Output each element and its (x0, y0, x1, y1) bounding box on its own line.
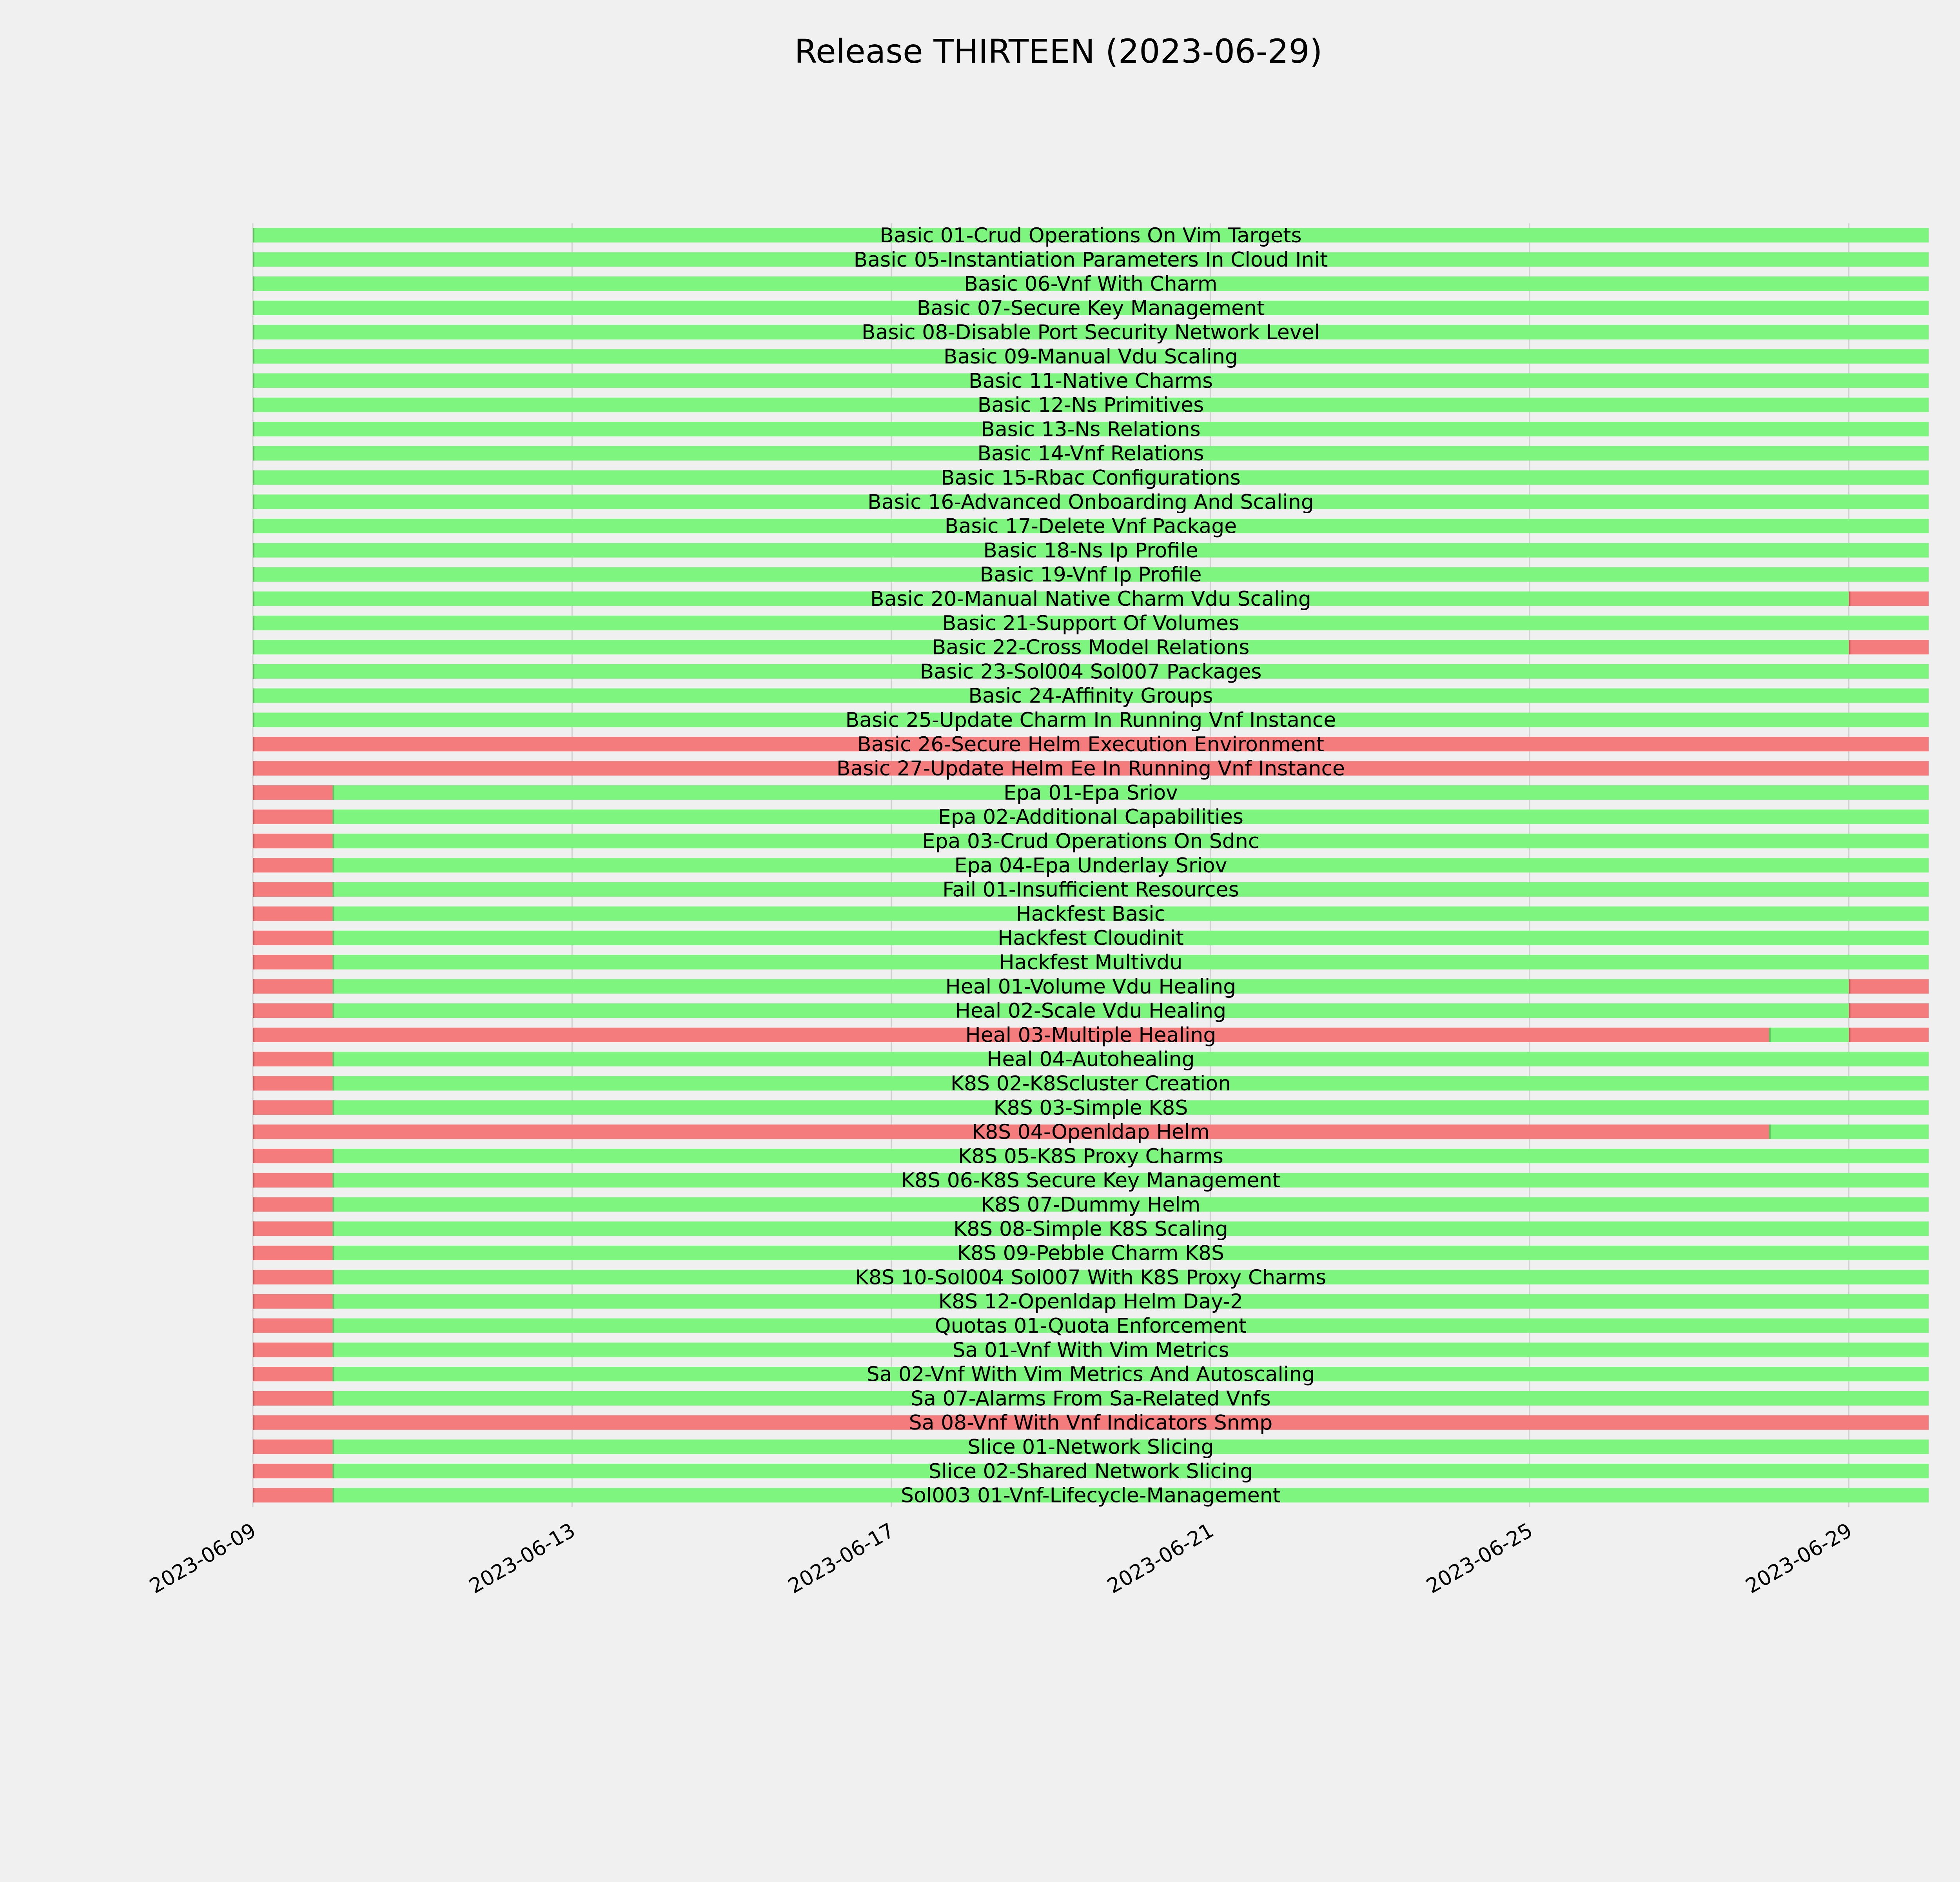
row-label: Hackfest Cloudinit (998, 926, 1184, 950)
bar-segment-edge (333, 955, 334, 970)
row-label: Hackfest Multivdu (999, 951, 1183, 974)
bar-segment-fail (253, 1100, 333, 1115)
bar-segment-edge (253, 688, 254, 703)
row-label: Basic 15-Rbac Configurations (941, 466, 1241, 490)
row-label: Basic 18-Ns Ip Profile (983, 539, 1198, 563)
bar-segment-fail (253, 1149, 333, 1163)
bar-segment-edge (333, 931, 334, 945)
row-label: Epa 02-Additional Capabilities (938, 805, 1243, 829)
row-label: Basic 25-Update Charm In Running Vnf Instance (845, 708, 1336, 732)
row-label: Heal 04-Autohealing (987, 1048, 1195, 1072)
bar-segment-edge (253, 1488, 254, 1502)
row-label: Heal 03-Multiple Healing (965, 1023, 1216, 1047)
row-label: Sol003 01-Vnf-Lifecycle-Management (900, 1484, 1281, 1508)
bar-segment-fail (253, 1464, 333, 1478)
bar-segment-edge (333, 1003, 334, 1018)
row-label: Basic 22-Cross Model Relations (932, 636, 1250, 659)
bar-segment-edge (253, 737, 254, 751)
x-tick-label: 2023-06-09 (145, 1519, 260, 1599)
bar-segment-edge (253, 1415, 254, 1430)
bar-segment-edge (1849, 640, 1850, 654)
bar-segment-edge (333, 1440, 334, 1454)
row-label: K8S 06-K8S Secure Key Management (901, 1169, 1281, 1193)
row-label: Slice 01-Network Slicing (967, 1435, 1214, 1459)
bar-segment-edge (253, 470, 254, 485)
bar-segment-fail (253, 1294, 333, 1309)
bar-segment-pass (1769, 1028, 1849, 1042)
bar-segment-fail (253, 1270, 333, 1284)
bar-segment-edge (253, 422, 254, 436)
row-label: K8S 04-Openldap Helm (971, 1120, 1210, 1144)
bar-segment-fail (253, 882, 333, 897)
bar-segment-edge (253, 228, 254, 243)
x-tick-label: 2023-06-25 (1422, 1519, 1537, 1599)
row-label: Basic 12-Ns Primitives (977, 393, 1204, 417)
bar-segment-edge (253, 1342, 254, 1357)
bar-segment-edge (1849, 592, 1850, 606)
bar-segment-edge (333, 1464, 334, 1478)
bar-segment-edge (253, 834, 254, 848)
bar-segment-edge (1769, 1124, 1771, 1139)
row-label: Basic 07-Secure Key Management (916, 296, 1265, 320)
row-label: K8S 07-Dummy Helm (981, 1193, 1201, 1217)
bar-segment-edge (253, 1124, 254, 1139)
bar-segment-edge (333, 1197, 334, 1212)
bar-segment-fail (253, 1173, 333, 1188)
bar-segment-edge (253, 1440, 254, 1454)
bar-segment-edge (253, 1052, 254, 1066)
row-label: Basic 13-Ns Relations (981, 418, 1201, 441)
bar-segment-fail (1849, 592, 1929, 606)
bar-segment-edge (253, 761, 254, 776)
row-label: Heal 02-Scale Vdu Healing (955, 999, 1227, 1023)
bar-segment-fail (253, 955, 333, 970)
bar-segment-fail (1849, 979, 1929, 994)
bar-segment-fail (253, 979, 333, 994)
bar-segment-edge (333, 1391, 334, 1406)
row-label: Slice 02-Shared Network Slicing (928, 1459, 1253, 1483)
bar-segment-edge (1849, 979, 1850, 994)
bar-segment-fail (253, 1440, 333, 1454)
bar-segment-edge (333, 834, 334, 848)
bar-segment-edge (333, 1367, 334, 1381)
bar-segment-edge (253, 446, 254, 461)
bar-segment-fail (253, 1319, 333, 1333)
bar-segment-fail (253, 906, 333, 921)
row-label: Sa 07-Alarms From Sa-Related Vnfs (911, 1387, 1271, 1411)
bar-segment-edge (333, 882, 334, 897)
bar-segment-edge (253, 616, 254, 630)
row-label: K8S 02-K8Scluster Creation (950, 1072, 1231, 1095)
bar-segment-edge (253, 955, 254, 970)
row-label: Heal 01-Volume Vdu Healing (945, 975, 1236, 999)
row-label: K8S 12-Openldap Helm Day-2 (938, 1290, 1243, 1314)
x-axis-ticks (146, 1519, 1856, 1598)
bar-segment-edge (333, 979, 334, 994)
bar-segment-fail (253, 1076, 333, 1091)
bar-segment-edge (253, 931, 254, 945)
bar-segment-fail (253, 858, 333, 872)
bar-segment-fail (253, 834, 333, 848)
row-label: Basic 21-Support Of Volumes (942, 611, 1240, 635)
bar-segment-edge (333, 1342, 334, 1357)
bar-segment-fail (253, 785, 333, 800)
bar-segment-edge (253, 1391, 254, 1406)
bar-segment-edge (333, 1270, 334, 1284)
row-label: Basic 05-Instantiation Parameters In Cloud Init (853, 248, 1328, 272)
row-label: K8S 09-Pebble Charm K8S (957, 1241, 1225, 1265)
bar-segment-fail (253, 1246, 333, 1260)
row-label: Basic 23-Sol004 Sol007 Packages (920, 660, 1262, 684)
bar-segment-edge (333, 1076, 334, 1091)
bar-segment-edge (333, 1246, 334, 1260)
bar-segment-fail (253, 1488, 333, 1502)
chart-title: Release THIRTEEN (2023-06-29) (794, 32, 1323, 71)
bar-segment-edge (253, 1270, 254, 1284)
bar-segment-edge (253, 592, 254, 606)
bar-segment-edge (253, 1003, 254, 1018)
bar-segment-edge (253, 810, 254, 824)
bar-segment-fail (253, 1197, 333, 1212)
bar-segment-edge (253, 543, 254, 558)
bar-segment-edge (253, 1464, 254, 1478)
bar-segment-edge (253, 494, 254, 509)
bar-segment-edge (253, 1149, 254, 1163)
bar-segment-edge (253, 325, 254, 340)
row-label: Hackfest Basic (1016, 902, 1166, 926)
row-label: Sa 01-Vnf With Vim Metrics (952, 1338, 1229, 1362)
bar-segment-edge (253, 252, 254, 267)
bar-segment-edge (253, 398, 254, 412)
bar-segment-edge (253, 785, 254, 800)
bar-segment-edge (253, 1197, 254, 1212)
row-label: Basic 08-Disable Port Security Network Level (861, 321, 1320, 345)
row-label: Basic 06-Vnf With Charm (964, 272, 1218, 296)
row-label: Basic 19-Vnf Ip Profile (980, 563, 1202, 587)
row-label: Basic 11-Native Charms (968, 369, 1213, 393)
row-label: Basic 27-Update Helm Ee In Running Vnf Instance (836, 757, 1345, 781)
bar-segment-edge (333, 1100, 334, 1115)
bar-segment-edge (253, 979, 254, 994)
bar-segment-edge (253, 1246, 254, 1260)
bar-segment-edge (253, 1076, 254, 1091)
row-label: K8S 10-Sol004 Sol007 With K8S Proxy Charms (855, 1266, 1327, 1290)
bar-segment-edge (333, 906, 334, 921)
row-label: Quotas 01-Quota Enforcement (935, 1314, 1247, 1338)
bar-segment-edge (253, 519, 254, 533)
row-label: Epa 04-Epa Underlay Sriov (954, 854, 1227, 877)
row-label: Basic 17-Delete Vnf Package (944, 514, 1237, 538)
x-tick-label: 2023-06-29 (1742, 1519, 1856, 1599)
bar-segment-edge (253, 858, 254, 872)
row-label: Basic 20-Manual Native Charm Vdu Scaling (870, 587, 1311, 611)
bar-segment-edge (333, 1294, 334, 1309)
row-label: Epa 01-Epa Sriov (1004, 781, 1178, 805)
bar-segment-edge (333, 1488, 334, 1502)
bar-segment-fail (1849, 1003, 1929, 1018)
bar-segment-edge (1769, 1028, 1771, 1042)
bar-segment-edge (253, 567, 254, 582)
bar-segment-fail (253, 1367, 333, 1381)
bar-segment-edge (253, 1319, 254, 1333)
x-tick-label: 2023-06-17 (784, 1519, 899, 1599)
row-label: K8S 08-Simple K8S Scaling (953, 1217, 1228, 1241)
row-label: Epa 03-Crud Operations On Sdnc (922, 830, 1259, 853)
bar-segment-edge (253, 664, 254, 679)
bar-segment-edge (253, 713, 254, 727)
x-tick-label: 2023-06-13 (465, 1519, 579, 1599)
row-label: Sa 08-Vnf With Vnf Indicators Snmp (909, 1411, 1273, 1435)
bar-segment-edge (253, 1367, 254, 1381)
bar-segment-edge (253, 640, 254, 654)
bar-segment-edge (333, 1149, 334, 1163)
bar-segment-fail (253, 931, 333, 945)
bar-segment-edge (333, 858, 334, 872)
bar-segment-edge (253, 906, 254, 921)
bar-segment-edge (253, 301, 254, 315)
bar-segment-edge (253, 1100, 254, 1115)
row-label: Sa 02-Vnf With Vim Metrics And Autoscaling (866, 1362, 1315, 1386)
row-label: Basic 26-Secure Helm Execution Environment (857, 732, 1324, 756)
row-label: K8S 03-Simple K8S (993, 1096, 1188, 1120)
bar-segment-edge (253, 882, 254, 897)
bar-segment-fail (1849, 1028, 1929, 1042)
bar-segment-pass (1769, 1124, 1929, 1139)
bar-segment-edge (253, 373, 254, 388)
bar-segment-edge (333, 785, 334, 800)
row-label: Basic 09-Manual Vdu Scaling (943, 345, 1238, 369)
row-label: K8S 05-K8S Proxy Charms (958, 1144, 1223, 1168)
row-label: Fail 01-Insufficient Resources (942, 878, 1239, 902)
row-label: Basic 16-Advanced Onboarding And Scaling (867, 490, 1314, 514)
bar-segment-edge (1849, 1003, 1850, 1018)
bar-segment-edge (333, 1052, 334, 1066)
row-label: Basic 24-Affinity Groups (968, 684, 1213, 708)
bar-segment-edge (253, 349, 254, 364)
bar-segment-edge (253, 1221, 254, 1236)
bar-segment-edge (333, 1173, 334, 1188)
bar-segment-edge (253, 1028, 254, 1042)
bar-segment-fail (253, 1391, 333, 1406)
row-label: Basic 14-Vnf Relations (977, 442, 1204, 466)
bar-segment-edge (253, 1294, 254, 1309)
bar-segment-edge (333, 1221, 334, 1236)
bar-segment-edge (253, 276, 254, 291)
x-tick-label: 2023-06-21 (1103, 1519, 1218, 1599)
bar-segment-fail (253, 1221, 333, 1236)
bar-segment-fail (253, 1342, 333, 1357)
bar-segment-edge (333, 810, 334, 824)
bar-segment-fail (253, 810, 333, 824)
bar-segment-edge (1849, 1028, 1850, 1042)
bar-segment-edge (253, 1173, 254, 1188)
row-label: Basic 01-Crud Operations On Vim Targets (880, 224, 1302, 247)
bar-segment-edge (333, 1319, 334, 1333)
bar-segment-fail (253, 1003, 333, 1018)
bar-segment-fail (1849, 640, 1929, 654)
bar-segment-fail (253, 1052, 333, 1066)
